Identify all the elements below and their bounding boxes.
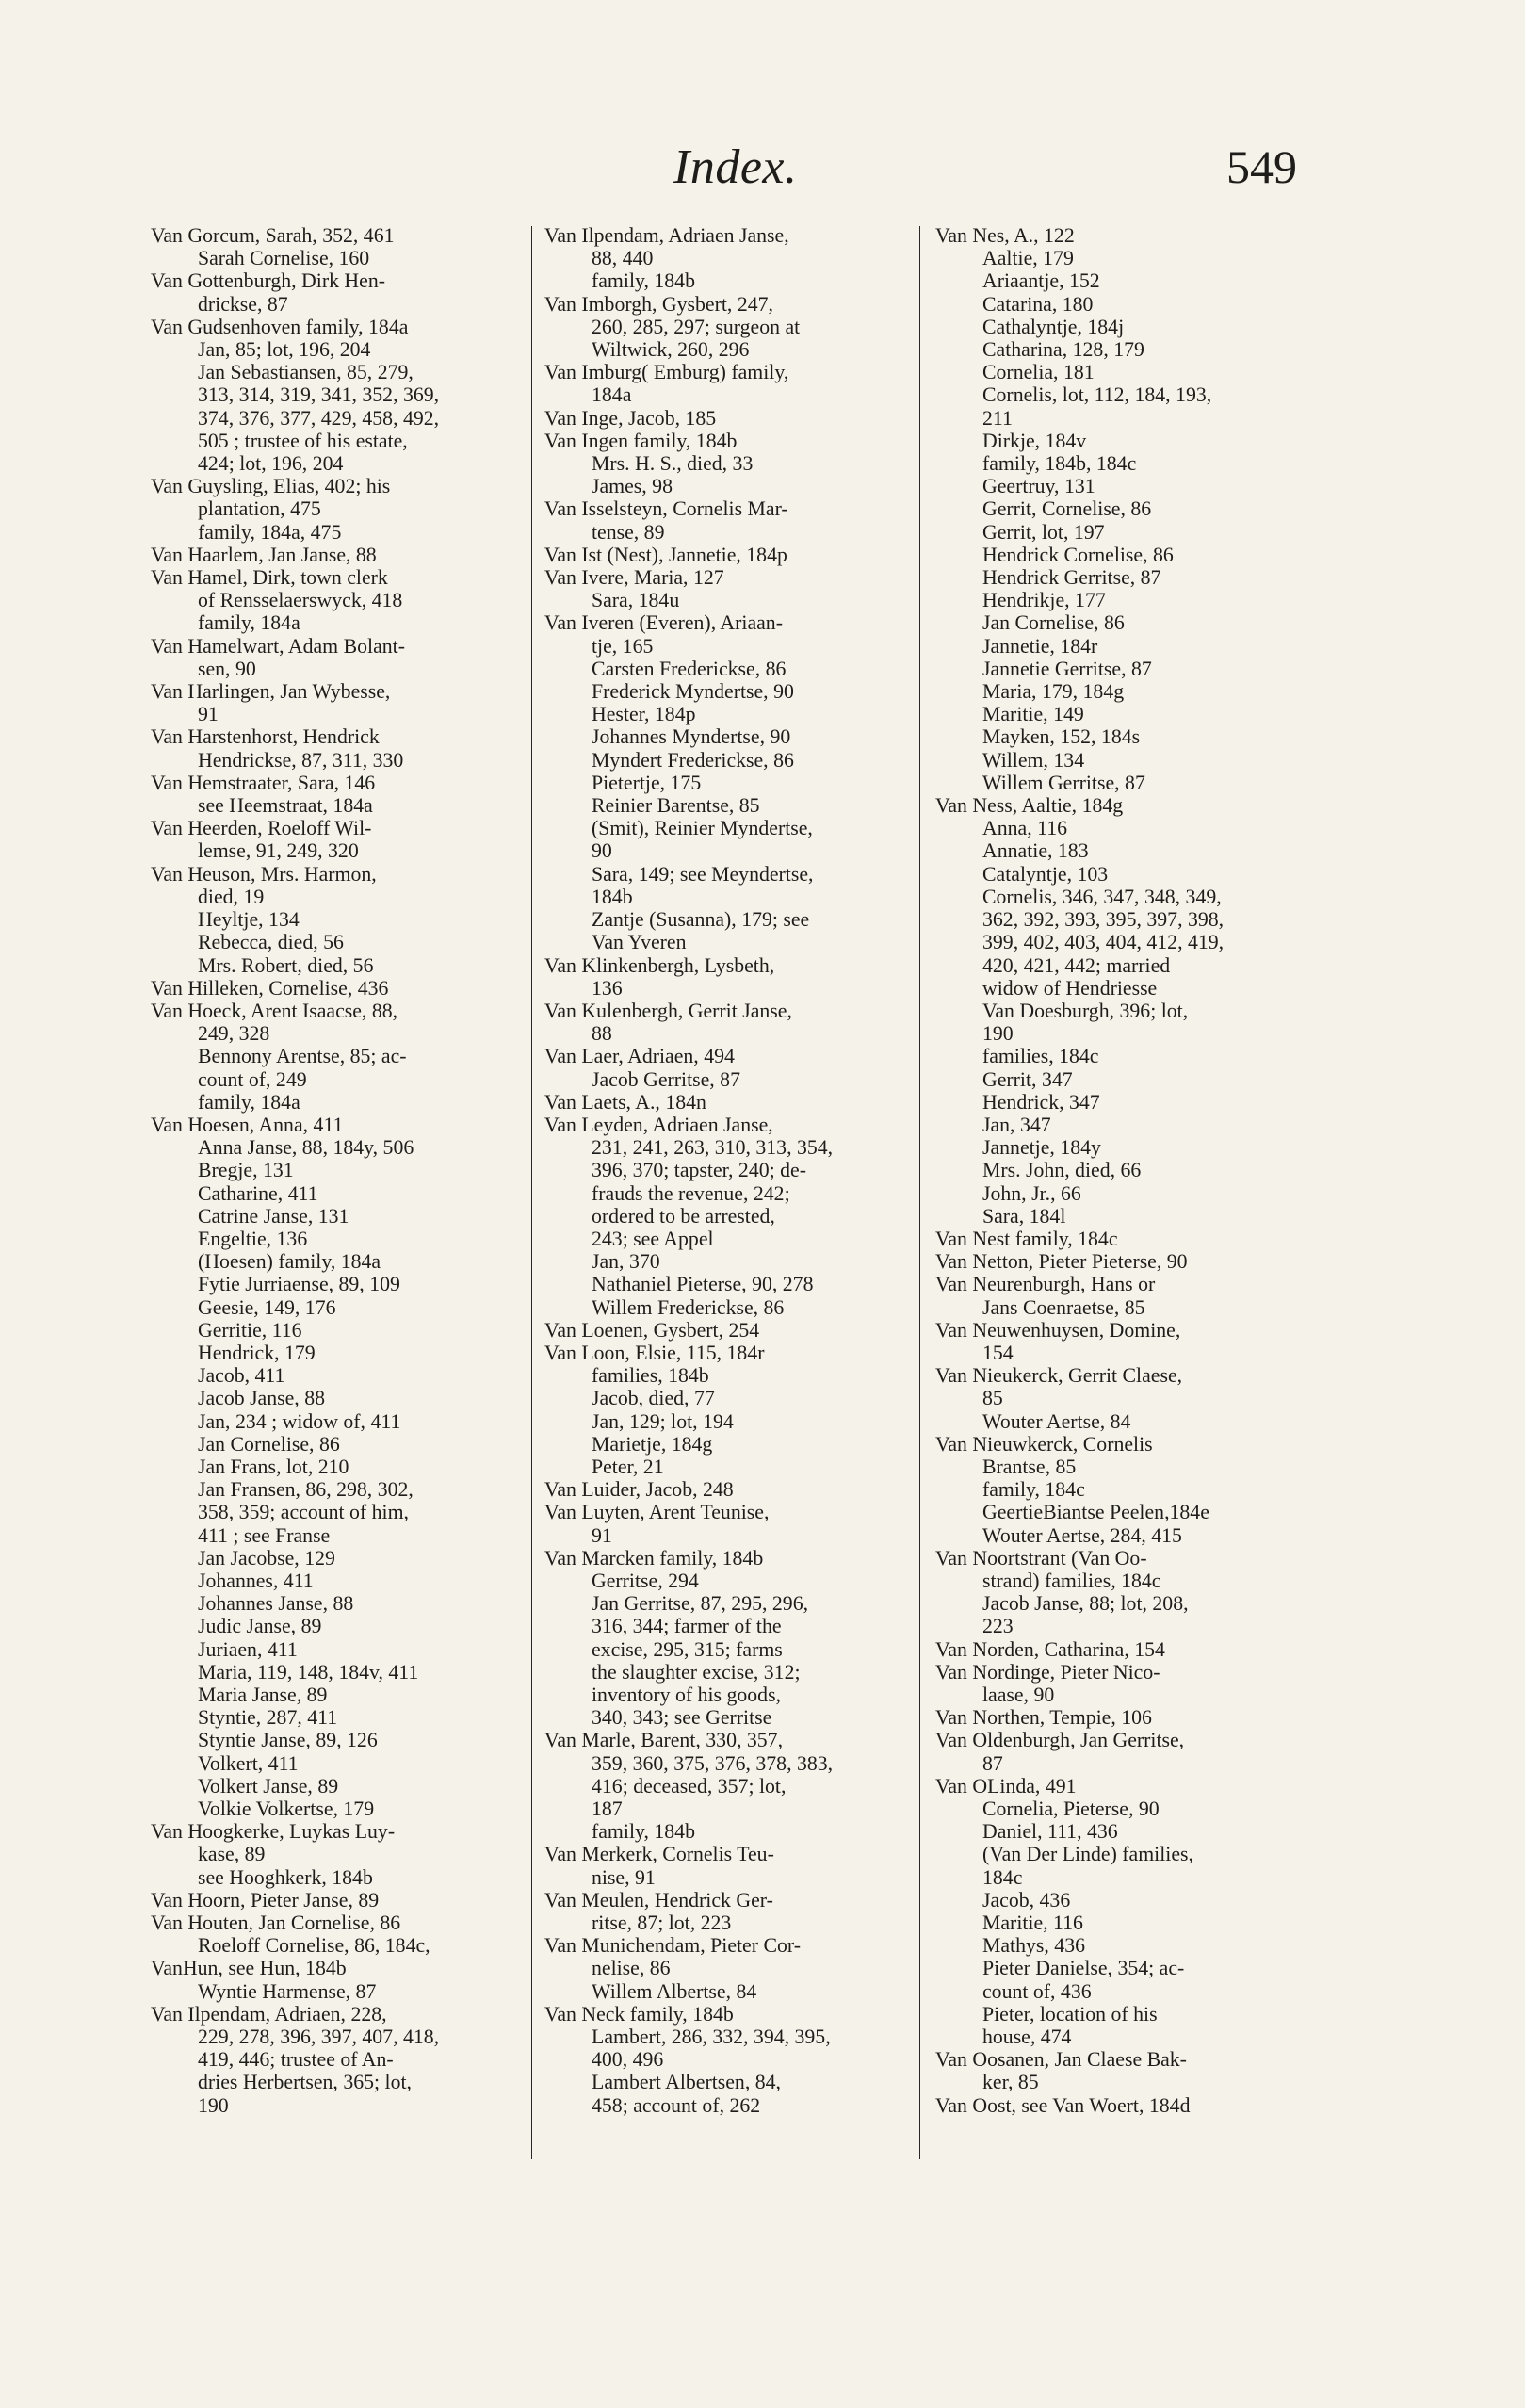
index-subentry-line: 211 [982, 406, 1013, 430]
index-subentry-line: Pieter, location of his [982, 2002, 1158, 2026]
index-subentry-line: Reinier Barentse, 85 [592, 794, 760, 818]
index-subentry-line: Maria, 119, 148, 184v, 411 [198, 1660, 419, 1684]
index-subentry-line: 260, 285, 297; surgeon at [592, 315, 801, 338]
index-subentry-line: Jan Gerritse, 87, 295, 296, [592, 1592, 809, 1616]
index-entry-line: Van Ness, Aaltie, 184g [935, 794, 1124, 818]
index-subentry-line: 136 [592, 976, 623, 1000]
index-subentry-line: James, 98 [592, 475, 673, 498]
index-subentry-line: Jan Sebastiansen, 85, 279, [198, 361, 414, 384]
index-subentry-line: 231, 241, 263, 310, 313, 354, [592, 1136, 834, 1160]
index-subentry-line: 249, 328 [198, 1022, 270, 1046]
index-subentry-line: Volkie Volkertse, 179 [198, 1798, 375, 1821]
index-entry-line: Van Iveren (Everen), Ariaan- [544, 611, 783, 635]
index-subentry-line: Jan Frans, lot, 210 [198, 1455, 349, 1478]
index-subentry-line: Hendrikje, 177 [982, 589, 1106, 612]
index-subentry-line: plantation, 475 [198, 497, 321, 521]
index-subentry-line: kase, 89 [198, 1843, 266, 1866]
index-subentry-line: Gerritse, 294 [592, 1569, 699, 1592]
index-subentry-line: Maritie, 116 [982, 1912, 1083, 1935]
index-subentry-line: ker, 85 [982, 2071, 1039, 2094]
index-subentry-line: Cornelis, lot, 112, 184, 193, [982, 383, 1212, 407]
index-entry-line: Van Houten, Jan Cornelise, 86 [151, 1912, 401, 1935]
index-subentry-line: family, 184b, 184c [982, 452, 1137, 476]
index-subentry-line: Annatie, 183 [982, 839, 1089, 863]
index-subentry-line: Willem Gerritse, 87 [982, 771, 1145, 794]
index-entry-line: Van Ilpendam, Adriaen, 228, [151, 2002, 387, 2026]
index-entry-line: VanHun, see Hun, 184b [151, 1957, 347, 1980]
index-subentry-line: Wouter Aertse, 84 [982, 1409, 1131, 1433]
index-subentry-line: 458; account of, 262 [592, 2093, 761, 2117]
index-entry-line: Van Hoogkerke, Luykas Luy- [151, 1820, 396, 1844]
index-subentry-line: 190 [982, 1022, 1014, 1046]
index-subentry-line: Rebecca, died, 56 [198, 931, 344, 954]
index-entry-line: Van Nieuwkerck, Cornelis [935, 1432, 1153, 1456]
index-entry-line: Van Oost, see Van Woert, 184d [935, 2093, 1191, 2117]
index-subentry-line: Cornelis, 346, 347, 348, 349, [982, 885, 1222, 908]
index-subentry-line: Catharina, 128, 179 [982, 338, 1144, 362]
index-subentry-line: nise, 91 [592, 1865, 656, 1889]
index-entry-line: Van Meulen, Hendrick Ger- [544, 1888, 773, 1912]
index-subentry-line: Mayken, 152, 184s [982, 725, 1141, 749]
index-subentry-line: Geesie, 149, 176 [198, 1295, 336, 1319]
index-entry-line: Van Ingen family, 184b [544, 429, 738, 452]
index-entry-line: Van Neck family, 184b [544, 2002, 734, 2026]
index-subentry-line: nelise, 86 [592, 1957, 671, 1980]
index-subentry-line: Van Yveren [592, 931, 687, 954]
index-subentry-line: Jan, 85; lot, 196, 204 [198, 338, 371, 362]
index-subentry-line: families, 184b [592, 1364, 709, 1388]
index-subentry-line: 184b [592, 885, 633, 908]
index-subentry-line: Jacob Gerritse, 87 [592, 1067, 740, 1091]
index-subentry-line: Johannes, 411 [198, 1569, 314, 1592]
index-subentry-line: family, 184a [198, 1090, 300, 1114]
index-subentry-line: (Van Der Linde) families, [982, 1843, 1193, 1866]
index-subentry-line: 420, 421, 442; married [982, 953, 1171, 977]
index-entry-line: Van Luider, Jacob, 248 [544, 1478, 734, 1502]
index-subentry-line: Hendrick, 347 [982, 1090, 1100, 1114]
index-subentry-line: Daniel, 111, 436 [982, 1820, 1118, 1844]
index-entry-line: Van Noortstrant (Van Oo- [935, 1546, 1147, 1570]
index-subentry-line: Jan, 370 [592, 1250, 660, 1274]
index-subentry-line: 362, 392, 393, 395, 397, 398, [982, 908, 1225, 932]
index-subentry-line: Geertruy, 131 [982, 475, 1095, 498]
index-subentry-line: 411 ; see Franse [198, 1523, 331, 1547]
index-subentry-line: family, 184b [592, 269, 695, 293]
index-subentry-line: Marietje, 184g [592, 1432, 713, 1456]
index-entry-line: Van Merkerk, Cornelis Teu- [544, 1843, 774, 1866]
index-subentry-line: died, 19 [198, 885, 265, 908]
index-entry-line: Van Leyden, Adriaen Janse, [544, 1113, 773, 1136]
index-subentry-line: Wyntie Harmense, 87 [198, 1979, 377, 2003]
index-subentry-line: 416; deceased, 357; lot, [592, 1774, 787, 1798]
index-subentry-line: Zantje (Susanna), 179; see [592, 908, 810, 932]
index-subentry-line: 184c [982, 1865, 1023, 1889]
index-subentry-line: Jan, 129; lot, 194 [592, 1409, 734, 1433]
index-subentry-line: Johannes Myndertse, 90 [592, 725, 791, 749]
index-subentry-line: Judic Janse, 89 [198, 1615, 322, 1638]
index-subentry-line: count of, 249 [198, 1067, 307, 1091]
index-subentry-line: (Smit), Reinier Myndertse, [592, 817, 813, 840]
index-entry-line: Van Isselsteyn, Cornelis Mar- [544, 497, 788, 521]
index-subentry-line: Gerrit, 347 [982, 1067, 1073, 1091]
page-header [0, 132, 1525, 198]
index-entry-line: Van Munichendam, Pieter Cor- [544, 1934, 801, 1958]
index-entry-line: Van Nieukerck, Gerrit Claese, [935, 1364, 1183, 1388]
index-entry-line: Van Hoeck, Arent Isaacse, 88, [151, 999, 398, 1022]
index-subentry-line: 87 [982, 1751, 1003, 1775]
index-subentry-line: 184a [592, 383, 632, 407]
index-entry-line: Van Harlingen, Jan Wybesse, [151, 680, 391, 704]
index-subentry-line: Wiltwick, 260, 296 [592, 338, 750, 362]
index-subentry-line: Gerrit, Cornelise, 86 [982, 497, 1152, 521]
index-entry-line: Van Haarlem, Jan Janse, 88 [151, 543, 377, 566]
index-entry-line: Van Heuson, Mrs. Harmon, [151, 862, 377, 886]
index-entry-line: Van Marle, Barent, 330, 357, [544, 1729, 784, 1752]
index-subentry-line: 154 [982, 1341, 1014, 1364]
index-entry-line: Van Norden, Catharina, 154 [935, 1637, 1165, 1661]
index-entry-line: Van Gudsenhoven family, 184a [151, 315, 409, 338]
index-entry-line: Van Nes, A., 122 [935, 224, 1075, 247]
index-subentry-line: Anna, 116 [982, 817, 1067, 840]
index-subentry-line: Roeloff Cornelise, 86, 184c, [198, 1934, 430, 1958]
index-subentry-line: dries Herbertsen, 365; lot, [198, 2071, 412, 2094]
index-subentry-line: Bennony Arentse, 85; ac- [198, 1045, 407, 1068]
index-subentry-line: Engeltie, 136 [198, 1227, 308, 1250]
index-entry-line: Van Hamel, Dirk, town clerk [151, 566, 388, 590]
index-column-2 [544, 224, 921, 2117]
column-divider [531, 226, 532, 2159]
index-subentry-line: Heyltje, 134 [198, 908, 300, 932]
index-subentry-line: Jacob, 411 [198, 1364, 285, 1388]
index-subentry-line: 91 [592, 1523, 612, 1547]
index-subentry-line: Jacob, 436 [982, 1888, 1071, 1912]
index-entry-line: Van Hemstraater, Sara, 146 [151, 771, 376, 794]
index-entry-line: Van Loenen, Gysbert, 254 [544, 1318, 760, 1342]
index-subentry-line: see Hooghkerk, 184b [198, 1865, 373, 1889]
index-subentry-line: the slaughter excise, 312; [592, 1660, 801, 1684]
index-subentry-line: family, 184a, 475 [198, 520, 342, 544]
index-subentry-line: tje, 165 [592, 634, 654, 658]
index-entry-line: Van Guysling, Elias, 402; his [151, 475, 391, 498]
index-subentry-line: Anna Janse, 88, 184y, 506 [198, 1136, 414, 1160]
index-subentry-line: Pieter Danielse, 354; ac- [982, 1957, 1185, 1980]
index-entry-line: Van Heerden, Roeloff Wil- [151, 817, 372, 840]
index-entry-line: Van Northen, Tempie, 106 [935, 1706, 1152, 1730]
index-subentry-line: 374, 376, 377, 429, 458, 492, [198, 406, 440, 430]
index-subentry-line: 223 [982, 1615, 1014, 1638]
index-entry-line: Van Ilpendam, Adriaen Janse, [544, 224, 789, 247]
index-entry-line: Van Klinkenbergh, Lysbeth, [544, 953, 775, 977]
index-subentry-line: sen, 90 [198, 657, 256, 680]
index-entry-line: Van Oosanen, Jan Claese Bak- [935, 2048, 1187, 2072]
index-subentry-line: Fytie Jurriaense, 89, 109 [198, 1273, 400, 1296]
index-subentry-line: 88, 440 [592, 247, 654, 270]
index-subentry-line: Maritie, 149 [982, 703, 1084, 726]
index-subentry-line: Cornelia, Pieterse, 90 [982, 1798, 1160, 1821]
index-subentry-line: of Rensselaerswyck, 418 [198, 589, 403, 612]
index-subentry-line: laase, 90 [982, 1684, 1055, 1706]
index-subentry-line: 505 ; trustee of his estate, [198, 429, 408, 452]
index-subentry-line: GeertieBiantse Peelen,184e [982, 1501, 1209, 1524]
index-entry-line: Van Loon, Elsie, 115, 184r [544, 1341, 765, 1364]
index-subentry-line: 419, 446; trustee of An- [198, 2048, 394, 2072]
index-subentry-line: Gerritie, 116 [198, 1318, 302, 1342]
index-entry-line: Van Neurenburgh, Hans or [935, 1273, 1156, 1296]
index-subentry-line: Sara, 184l [982, 1204, 1066, 1228]
index-subentry-line: Volkert Janse, 89 [198, 1774, 339, 1798]
index-subentry-line: Carsten Frederickse, 86 [592, 657, 787, 680]
index-subentry-line: strand) families, 184c [982, 1569, 1161, 1592]
index-subentry-line: see Heemstraat, 184a [198, 794, 373, 818]
index-entry-line: Van Ist (Nest), Jannetie, 184p [544, 543, 787, 566]
index-subentry-line: Sara, 149; see Meyndertse, [592, 862, 814, 886]
index-subentry-line: frauds the revenue, 242; [592, 1181, 790, 1205]
index-entry-line: Van Marcken family, 184b [544, 1546, 764, 1570]
index-subentry-line: Nathaniel Pieterse, 90, 278 [592, 1273, 814, 1296]
index-subentry-line: 187 [592, 1798, 623, 1821]
index-entry-line: Van Kulenbergh, Gerrit Janse, [544, 999, 792, 1022]
index-subentry-line: 190 [198, 2093, 229, 2117]
index-entry-line: Van Gottenburgh, Dirk Hen- [151, 269, 386, 293]
index-subentry-line: Maria, 179, 184g [982, 680, 1125, 704]
index-subentry-line: Jacob, died, 77 [592, 1387, 715, 1410]
page-number: 549 [1226, 140, 1297, 193]
index-subentry-line: (Hoesen) family, 184a [198, 1250, 381, 1274]
index-entry-line: Van Hoorn, Pieter Janse, 89 [151, 1888, 380, 1912]
index-subentry-line: widow of Hendriesse [982, 976, 1158, 1000]
index-subentry-line: Lambert, 286, 332, 394, 395, [592, 2026, 831, 2049]
index-subentry-line: 340, 343; see Gerritse [592, 1706, 772, 1730]
index-subentry-line: Gerrit, lot, 197 [982, 520, 1105, 544]
index-subentry-line: Lambert Albertsen, 84, [592, 2071, 781, 2094]
index-entry-line: Van Nest family, 184c [935, 1227, 1118, 1250]
index-subentry-line: 358, 359; account of him, [198, 1501, 409, 1524]
index-subentry-line: Mrs. H. S., died, 33 [592, 452, 754, 476]
index-subentry-line: Pietertje, 175 [592, 771, 702, 794]
index-subentry-line: excise, 295, 315; farms [592, 1637, 783, 1661]
index-subentry-line: house, 474 [982, 2026, 1072, 2049]
index-subentry-line: 396, 370; tapster, 240; de- [592, 1159, 806, 1182]
index-subentry-line: 399, 402, 403, 404, 412, 419, [982, 931, 1225, 954]
index-subentry-line: 359, 360, 375, 376, 378, 383, [592, 1751, 834, 1775]
index-subentry-line: Hendrick, 179 [198, 1341, 316, 1364]
index-subentry-line: Willem Albertse, 84 [592, 1979, 757, 2003]
index-subentry-line: Jan Jacobse, 129 [198, 1546, 335, 1570]
index-subentry-line: Jannetie, 184r [982, 634, 1098, 658]
index-subentry-line: Peter, 21 [592, 1455, 664, 1478]
index-subentry-line: Johannes Janse, 88 [198, 1592, 354, 1616]
index-entry-line: Van Luyten, Arent Teunise, [544, 1501, 770, 1524]
index-column-1 [151, 224, 526, 2117]
index-column-3 [935, 224, 1312, 2117]
page-title: Index. [673, 140, 798, 194]
index-subentry-line: family, 184c [982, 1478, 1085, 1502]
index-entry-line: Van Ivere, Maria, 127 [544, 566, 724, 590]
index-subentry-line: Catarina, 180 [982, 292, 1094, 316]
index-subentry-line: count of, 436 [982, 1979, 1092, 2003]
index-subentry-line: Wouter Aertse, 284, 415 [982, 1523, 1182, 1547]
index-subentry-line: tense, 89 [592, 520, 665, 544]
index-entry-line: Van Nordinge, Pieter Nico- [935, 1660, 1160, 1684]
index-subentry-line: families, 184c [982, 1045, 1099, 1068]
index-subentry-line: Hendrick Gerritse, 87 [982, 566, 1161, 590]
index-entry-line: Van Inge, Jacob, 185 [544, 406, 717, 430]
index-subentry-line: Brantse, 85 [982, 1455, 1077, 1478]
index-subentry-line: lemse, 91, 249, 320 [198, 839, 359, 863]
index-subentry-line: Jan Cornelise, 86 [198, 1432, 340, 1456]
index-entry-line: Van Harstenhorst, Hendrick [151, 725, 380, 749]
index-subentry-line: Jan, 234 ; widow of, 411 [198, 1409, 401, 1433]
index-subentry-line: Jan Fransen, 86, 298, 302, [198, 1478, 414, 1502]
index-subentry-line: 88 [592, 1022, 612, 1046]
index-subentry-line: Dirkje, 184v [982, 429, 1087, 452]
index-subentry-line: family, 184b [592, 1820, 695, 1844]
index-subentry-line: Jannetje, 184y [982, 1136, 1101, 1160]
index-entry-line: Van Hoesen, Anna, 411 [151, 1113, 344, 1136]
index-subentry-line: ritse, 87; lot, 223 [592, 1912, 732, 1935]
index-subentry-line: 85 [982, 1387, 1003, 1410]
index-entry-line: Van Imburg( Emburg) family, [544, 361, 789, 384]
index-entry-line: Van Neuwenhuysen, Domine, [935, 1318, 1181, 1342]
index-subentry-line: 91 [198, 703, 219, 726]
index-subentry-line: Willem, 134 [982, 748, 1085, 772]
index-subentry-line: Myndert Frederickse, 86 [592, 748, 794, 772]
index-subentry-line: Jacob Janse, 88 [198, 1387, 325, 1410]
index-subentry-line: 229, 278, 396, 397, 407, 418, [198, 2026, 440, 2049]
index-subentry-line: Styntie, 287, 411 [198, 1706, 338, 1730]
index-subentry-line: 243; see Appel [592, 1227, 714, 1250]
index-subentry-line: John, Jr., 66 [982, 1181, 1081, 1205]
index-entry-line: Van Netton, Pieter Pieterse, 90 [935, 1250, 1188, 1274]
index-subentry-line: Mrs. Robert, died, 56 [198, 953, 374, 977]
index-subentry-line: Catrine Janse, 131 [198, 1204, 349, 1228]
index-entry-line: Van Imborgh, Gysbert, 247, [544, 292, 773, 316]
index-entry-line: Van OLinda, 491 [935, 1774, 1077, 1798]
index-subentry-line: Cathalyntje, 184j [982, 315, 1125, 338]
index-subentry-line: Mrs. John, died, 66 [982, 1159, 1142, 1182]
index-subentry-line: inventory of his goods, [592, 1684, 782, 1706]
index-subentry-line: Sara, 184u [592, 589, 680, 612]
index-subentry-line: drickse, 87 [198, 292, 288, 316]
index-subentry-line: Frederick Myndertse, 90 [592, 680, 794, 704]
index-subentry-line: family, 184a [198, 611, 300, 635]
index-subentry-line: Ariaantje, 152 [982, 269, 1100, 293]
index-subentry-line: 424; lot, 196, 204 [198, 452, 344, 476]
index-subentry-line: ordered to be arrested, [592, 1204, 775, 1228]
index-subentry-line: Willem Frederickse, 86 [592, 1295, 785, 1319]
index-subentry-line: Volkert, 411 [198, 1751, 299, 1775]
index-subentry-line: Aaltie, 179 [982, 247, 1074, 270]
index-subentry-line: Bregje, 131 [198, 1159, 294, 1182]
index-entry-line: Van Laets, A., 184n [544, 1090, 706, 1114]
index-subentry-line: Jan, 347 [982, 1113, 1051, 1136]
index-subentry-line: Hendrick Cornelise, 86 [982, 543, 1174, 566]
index-entry-line: Van Hamelwart, Adam Bolant- [151, 634, 405, 658]
index-subentry-line: Mathys, 436 [982, 1934, 1085, 1958]
index-subentry-line: Styntie Janse, 89, 126 [198, 1729, 378, 1752]
index-entry-line: Van Laer, Adriaen, 494 [544, 1045, 735, 1068]
index-subentry-line: Jan Cornelise, 86 [982, 611, 1125, 635]
index-subentry-line: Juriaen, 411 [198, 1637, 298, 1661]
index-entry-line: Van Hilleken, Cornelise, 436 [151, 976, 389, 1000]
index-subentry-line: 400, 496 [592, 2048, 664, 2072]
index-entry-line: Van Gorcum, Sarah, 352, 461 [151, 224, 395, 247]
index-subentry-line: Maria Janse, 89 [198, 1684, 328, 1706]
index-subentry-line: 90 [592, 839, 612, 863]
index-subentry-line: 313, 314, 319, 341, 352, 369, [198, 383, 440, 407]
index-subentry-line: Sarah Cornelise, 160 [198, 247, 370, 270]
index-subentry-line: Hendrickse, 87, 311, 330 [198, 748, 404, 772]
index-subentry-line: Jannetie Gerritse, 87 [982, 657, 1152, 680]
index-subentry-line: 316, 344; farmer of the [592, 1615, 782, 1638]
index-subentry-line: Jacob Janse, 88; lot, 208, [982, 1592, 1189, 1616]
index-subentry-line: Van Doesburgh, 396; lot, [982, 999, 1189, 1022]
index-subentry-line: Catharine, 411 [198, 1181, 318, 1205]
index-subentry-line: Jans Coenraetse, 85 [982, 1295, 1145, 1319]
index-subentry-line: Cornelia, 181 [982, 361, 1095, 384]
index-subentry-line: Hester, 184p [592, 703, 696, 726]
index-subentry-line: Catalyntje, 103 [982, 862, 1109, 886]
index-entry-line: Van Oldenburgh, Jan Gerritse, [935, 1729, 1185, 1752]
